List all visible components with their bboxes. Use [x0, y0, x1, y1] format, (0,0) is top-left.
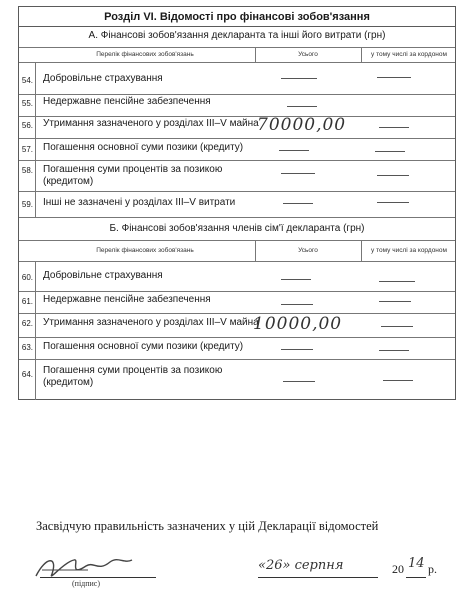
row-divider — [19, 337, 455, 338]
empty-value-dash — [381, 326, 413, 327]
section-title: Розділ VI. Відомості про фінансові зобов'язання — [19, 7, 455, 27]
date-line — [258, 577, 378, 578]
row-number: 63. — [21, 343, 33, 352]
year-prefix: 20 — [392, 562, 404, 576]
empty-value-dash — [281, 304, 313, 305]
row-number: 57. — [21, 145, 33, 154]
signature-label: (підпис) — [72, 579, 101, 588]
empty-value-dash — [379, 281, 415, 282]
year-line — [406, 577, 426, 578]
part-a-num-divider — [35, 63, 36, 217]
empty-value-dash — [375, 151, 405, 152]
empty-value-dash — [281, 349, 313, 350]
empty-value-dash — [283, 381, 315, 382]
row-number: 64. — [21, 370, 33, 379]
empty-value-dash — [377, 202, 409, 203]
year-suffix: р. — [428, 562, 437, 576]
row-divider — [19, 116, 455, 117]
empty-value-dash — [287, 106, 317, 107]
part-b-header-abroad: у тому числі за кордоном — [371, 247, 447, 254]
handwritten-total-value: 10000,00 — [253, 314, 343, 334]
row-divider — [19, 94, 455, 95]
row-divider — [19, 217, 455, 218]
empty-value-dash — [279, 150, 309, 151]
handwritten-year: 14 — [408, 556, 425, 571]
row-divider — [19, 359, 455, 360]
part-a-header-total: Усього — [298, 51, 318, 58]
part-b-hdr-divider-1 — [255, 240, 256, 262]
empty-value-dash — [379, 127, 409, 128]
row-number: 56. — [21, 121, 33, 130]
row-divider — [19, 191, 455, 192]
handwritten-date: «26» серпня — [258, 558, 344, 573]
part-b-header-list: Перелік фінансових зобов'язань — [96, 247, 194, 254]
empty-value-dash — [379, 350, 409, 351]
row-label: Недержавне пенсійне забезпечення — [43, 96, 211, 107]
part-a-header-row — [19, 47, 455, 63]
empty-value-dash — [281, 279, 311, 280]
empty-value-dash — [283, 203, 313, 204]
empty-value-dash — [281, 78, 317, 79]
row-label: Добровільне страхування — [43, 73, 163, 84]
empty-value-dash — [281, 173, 315, 174]
part-a-hdr-divider-2 — [361, 47, 362, 63]
row-number: 62. — [21, 319, 33, 328]
row-number: 60. — [21, 273, 33, 282]
row-divider — [19, 313, 455, 314]
row-label: Інші не зазначені у розділах III–V витрати — [43, 197, 236, 208]
part-b-header-total: Усього — [298, 247, 318, 254]
row-number: 59. — [21, 200, 33, 209]
empty-value-dash — [377, 175, 409, 176]
row-number: 54. — [21, 76, 33, 85]
row-label: Утримання зазначеного у розділах III–V майна — [43, 317, 259, 328]
signature-line — [40, 577, 156, 578]
part-a-header-abroad: у тому числі за кордоном — [371, 51, 447, 58]
row-number: 55. — [21, 99, 33, 108]
part-a-title: А. Фінансові зобов'язання декларанта та інші його витрати (грн) — [88, 30, 386, 41]
row-label: Погашення суми процентів за позикою (кредитом) — [43, 365, 223, 388]
row-label: Недержавне пенсійне забезпечення — [43, 294, 211, 305]
row-label: Утримання зазначеного у розділах III–V майна — [43, 118, 259, 129]
part-b-title: Б. Фінансові зобов'язання членів сім'ї декларанта (грн) — [109, 223, 365, 234]
certification-text: Засвідчую правильність зазначених у цій Декларації відомостей — [36, 519, 379, 533]
row-label: Погашення основної суми позики (кредиту) — [43, 142, 244, 153]
row-divider — [19, 138, 455, 139]
part-a-hdr-divider-1 — [255, 47, 256, 63]
handwritten-total-value: 70000,00 — [257, 115, 347, 135]
declaration-section-frame — [18, 6, 456, 400]
row-number: 61. — [21, 297, 33, 306]
row-divider — [19, 160, 455, 161]
row-label: Погашення основної суми позики (кредиту) — [43, 341, 244, 352]
part-b-header-row — [19, 240, 455, 262]
empty-value-dash — [377, 77, 411, 78]
empty-value-dash — [379, 301, 411, 302]
part-b-num-divider — [35, 262, 36, 400]
row-label: Погашення суми процентів за позикою (кредитом) — [43, 164, 223, 187]
row-number: 58. — [21, 166, 33, 175]
empty-value-dash — [383, 380, 413, 381]
part-b-hdr-divider-2 — [361, 240, 362, 262]
row-label: Добровільне страхування — [43, 270, 163, 281]
part-a-header-list: Перелік фінансових зобов'язань — [96, 51, 194, 58]
row-divider — [19, 291, 455, 292]
